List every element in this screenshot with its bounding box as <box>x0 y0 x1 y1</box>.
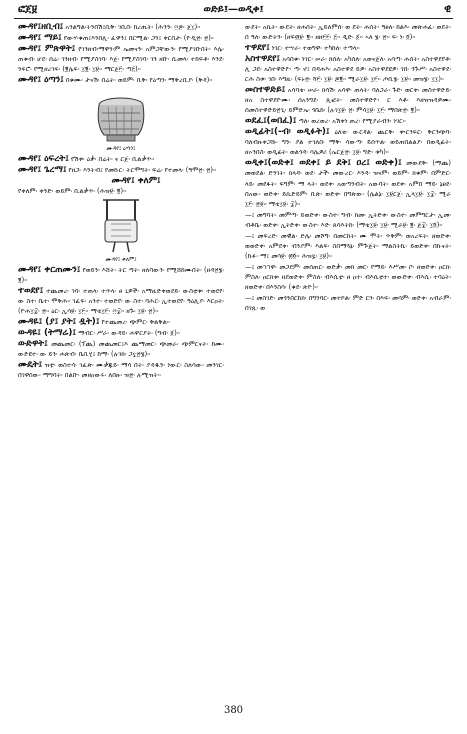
entry-headword: ሙዳየ፤ ዕጣን፤ <box>18 74 64 85</box>
entry-definition: የወይን፡ እሸት፡ ትር ጣት፡ ዘለባውን፡ የሚሸከሙበት፡ (ዘዳ፳፮፡ ፪)። <box>18 266 224 285</box>
entry-headword: ሙዳየ፤ ጌረማ፤ <box>18 164 67 175</box>
dictionary-entry <box>245 22 451 42</box>
basket-illustration <box>90 95 152 145</box>
dictionary-entry <box>18 165 224 175</box>
dictionary-entry <box>18 75 224 85</box>
dictionary-entry <box>245 262 451 293</box>
dictionary-entry <box>18 339 224 359</box>
dictionary-entry <box>18 360 224 380</box>
entry-headword: ሙዳየ፤ ማይ፤ <box>18 32 62 43</box>
entry-headword: ወዲፊት፤(-ብ፡ ወዲፉት)፤ <box>245 127 330 137</box>
dictionary-entry <box>245 231 451 262</box>
entry-definition: አንልግል፡ትንበሽ፤ቢቅ፡ ገቢበ፡ ከረጢት፡ (ሕንን፡ ፵፷፡ ጀ፲)። <box>65 23 201 31</box>
page-number: 380 <box>223 705 244 716</box>
figure-caption: ሙዳየ፤ ቀለም፤ <box>105 257 137 263</box>
entry-definition: ተጨመረ፡ ገባ፡ ተጠላ፡ ተጥላ፡ ፀ ኒዎች፡ አማዚድቀወደይ፡ ውስቲቱ፡ ተወደየ፡ ው ስተ፡ ቤተ፡ ሞቅሕ። ገፈፍ፡ አንተ፡ ተወድየ፡ ው ስተ፡ ባሕር፡ ኢተወደየ፡ ዓዕሊያ፡ እርዐት፡ (ዮሐ፲፰፡ ፳። ዕር፡ ኢሳ፱፡ ፲፫። ማቴ፲፫፡ ፵፰። ዘጉ፡ ፲፱፡ ፳)። <box>18 287 224 316</box>
header-left-label: ፎጀ፱ <box>18 4 38 15</box>
right-column <box>245 22 451 702</box>
entry-definition: —፤ መፍረድ፡ መዊል፡ ድሌ፡ መሾግ፡ በመርከት፡ ሙ ሞት፡ ጥቅም፡ ወአረፍት፡ ዘወድቀ፡ ወወድቀ፡ አምደቀ፡ ብንያም፡ እልፍ፡ ስበማጓኔ፡ ምጕጀት፡ ማልስትኬ፡ ይወድቀ፡ በኩናት፡ (ኩፉ፡ ማ፤ መሳ፱፡ ፴፬። ሕዝ፯፡ ፲፱)። <box>245 231 451 261</box>
dictionary-entry <box>18 328 224 338</box>
entry-definition: የሽቱ፡ ዕቃ፡ በሬት፡ ና ርጀ፡ ቢልቃጥ። <box>70 155 155 163</box>
entry-definition: —፤ መግባት፡ መምጣ፡ ይወድቀ፡ ውስተ፡ ግብ፡ ክመ፡ ኢትድቀ፡ ውስተ፡ መምግርታ፡ ኢመ፡ ብቶቤ፡ ወድቀ፡ ኢትድቀ፡ ውስተ፡ እድ፡ ጸሳእትከ፡ (ማቴ፲፱፡ ፲፱፡ ሚራ፱፡ ፪፡ ጀ፰፡ ፲፬)። <box>245 210 451 230</box>
entry-headword: ወደፈ፤(ወበፈ)፤ <box>245 116 297 127</box>
entry-definition: —፤ መኀኀዋ፡ መጋደም፡ መሰጠር፡ ወድቃ፡ መክ መር፡ የማይ፡ እሥመ፡ ቦ፡ ዘወድቀ፡ ዐርክ፡ ምስለ፡ ዐርክቱ፡ ዘደወድቀ፡ ምስለ፡ ብእሲቲ፡ ዘ ዐተ፡ ብእሲቲተ፡ ወውድቀ፡ ብእሲ፡ ተባዕት፡ ዘወድቀ፡ በእንስሳ፡ (ቁደ፡ ጽዮ)። <box>245 263 451 292</box>
inkpot-illustration <box>93 196 149 256</box>
entry-headword: ሙዴት፤ <box>18 359 43 370</box>
entry-definition: መጨመር፡ (ፕጨ) መጨመር፤እ ጨማመር፡ ጭመራ፡ ጭምርናት፡ ከሙ፡ ውድዩተ፡ ው ይን፡ ሐጽብ፡ ቤቢሂ፤ ከማ፡ (ሉገክ፡ ጋኗ፳፮)። <box>18 339 224 358</box>
header-title: ወድይ፤—ወዲቀ፤ <box>203 4 264 15</box>
entry-headword: ሙዳየ፤ ቀለም፤ <box>111 175 161 186</box>
entry-definition: መውደቅ፡ (ማጨ) መወደል፡ ድንገት፡ ክላዳ፡ ወደ፡ ታች፡ መውረር፡ እንዳ፡ ዝናም፡ ወይም፡ ክቁም፡ በምድር፡ ላይ፡ መደፋት፡ ፍግም፡ ማ ላት፡ ወደቀ፡ አወጣንብት፡ አውባት፡ ወደቀ፡ አምበ ማይ፡ ኔፀደ፡ በአው፡ ወድቀ፡ ይኪድይም፡ ቢጽ፡ ወድቀ፡ በግጽው፡ (ሌልኔ፡ ፲፱ርጀ፡ ኢላ፲፱፡ ፲፰፡ ሚራ ፲፫፡ ፳፱። ማቴ፲፱፡ ፰)። <box>245 159 451 209</box>
entry-definition: በቁሙ፡ ታናሽ፡ በሬት፡ ወይም፡ ቢቅ፡ የዕጣን፡ ማቅረቢያ፡ (ቅዳ)። <box>65 75 213 84</box>
header-right-label: ዊ <box>444 4 451 15</box>
entry-definition: የዘጋ፡ እንትብ፤ የመኩር፡ ትርሞግት፡ ፍሬ፡ የተመላ፡ (ዓሞ፳፡ ፳)። <box>68 165 217 174</box>
entry-definition: የገንዘብ፡ማዋን፡ም ኤመናን፡ አምጋቸውን፡ የሚያገቡበት፡ እሌ፡ ጠቁብ፡ ሆደ፡ ሰሬ፡ ገንዘብ፡ የሚያስገባ፡ እጀ፡ የሚያስገባ፡ ገን ዘቡ፡ ሲመላ፡ ተከፍቶ፡ እንደ፡ ንፍሮ፡ የሚዘረገፍ፡ (፪ሌፍ፡ ፲፪፡ ፲፱። ማርጀ፫፡ ጣ፭)። <box>18 44 224 73</box>
entry-headword: መስተዋድይ፤ <box>245 85 286 95</box>
dictionary-entry <box>245 293 451 313</box>
entry-headword: ወዲቀ፤(ወድቀ፤ ወደቀ፤ ይ ደቅ፤ ዐረ፤ ወድቀ)፤ <box>245 158 402 169</box>
entry-headword: ውዳዬ፤ (ትማሬ)፤ <box>18 328 76 338</box>
dictionary-entry <box>18 317 224 327</box>
entry-definition: አሳባቂ፡ ሠራ፡ ክሳሽ፡ አሳዋ፡ ጠላት፡ ባለጋራ፡ ጉድ፡ ወርቀ፡ መስተዋድይ፡ ዘአ ስተዋደዮሙ፡ ሰአንግደ፡ ጺፎት፡ መስተዋድዮ፡ ር እቶ፡ እዘዝዝዳዎሙ፡ ሰመስተዋድይ፳ጊ፡ ይምድኤ፡ ጎቤከ፡ (ሉገ፲፱፡ ፳፡ ምሳ፲፱፡ ፲፫፡ ማበጽ፳፡ ፪)። <box>245 86 451 115</box>
left-column <box>18 22 224 702</box>
basket-figure <box>18 87 224 145</box>
dictionary-entry <box>245 43 451 53</box>
entry-headword: አስተዋደየ፤ <box>245 53 281 64</box>
entry-definition: ውደት፡ አኪት፡ ውደት፡ ዘሐሰት፡ ኢይለምሰ፡ ወ ደት፡ ሐሰት፡ ዓፀለ፡ ከልእ፡ መጽሐፈ፡ ወደት፡ በ ዓለ፡ ውድትን፡ (ዘፍ፴፱፡ ፪። ዘዘ፫፫፡ ፭። ዲድ፡ ፩። ኣለ ፮፡ ፳። ፍ፡ ነ፡ ፬)። <box>245 23 451 42</box>
entry-headword: ሙዳየ፤ ምጽዋት፤ <box>18 43 76 54</box>
dictionary-entry <box>245 54 451 85</box>
entry-definition: ማብር፡ ሥራ፡ ውዳይ፡ ሐዋርያት፡ (ግብ፡ ፩)። <box>78 329 180 337</box>
entry-headword: ተወደየ፤ <box>18 286 44 296</box>
dictionary-entry <box>245 127 451 158</box>
figure-caption: ሙዳየ፤ ዕጣን፤ <box>106 146 136 152</box>
entry-definition: ነገር፡ ተሣራ፡ ተወግዋ፡ ተካከለ፡ ተጣላ። <box>271 44 360 52</box>
entry-definition: ዝቲ፡ ወስተሳ፡ ገፈጽ፡ ሙቃጁይ፡ ማሳ በት፡ ያዳዱን፡ ነውር፡ ስለሳው፡ መንገር፡ በገዋሰው፡ ማግባት፡ በልቡ፡ መዘዐውሩ፡ ለበዙ፡ ዝ፳፡ ሉሚዝት። <box>18 360 224 379</box>
entry-definition: ዕለቂ፡ ውርዳል፡ ጨርቅ፡ ቍርንፍር፡ ቅርንጭባ፡ ባለብዙቀጋሹ፡ ግን፡ ያል ተገለበ፡ ማቅ፡ ሳውጣ፡ ይሰጥል፡ ወይጠበልልያ፡ በወዲፊት፡ ዘኦንበስ፡ ወዲፊት፡ ወልጎዳ፡ ሳሌዎሪ (ኤርጀ፳፡ ፲፱፡ ግድ፡ ቱካ)። <box>245 128 451 157</box>
running-header <box>14 4 453 19</box>
entry-definition: የቀለም፡ ቀንድ፡ ወይም፡ ቢልቃጥ፡ (ሕዝ፱፡ ፪)። <box>18 186 127 195</box>
dictionary-entry <box>18 154 224 164</box>
entry-definition: ጣለ፡ ወረወረ፡ አሽቀነ ጠረ፡ የሚያራብን፡ ነገር። <box>298 117 406 126</box>
entry-headword: ሙዳየ፤ ቀርጠሙን፤ <box>18 265 81 275</box>
dictionary-entry <box>18 286 224 317</box>
dictionary-entry <box>18 44 224 75</box>
inkpot-figure <box>18 198 224 256</box>
dictionary-entry <box>245 158 451 209</box>
entry-definition: አሳበቁ፡ ነገር፡ ሠራ፡ ክሰለ፡ አካሰለ፡ አወናጀለ፡ አሳጣ፡ ሐሰት፡ አስተዋደየቶ፡ ሊ ጋደ፡ አስተዋድዮ፡ ጣ፡ ኖ፤ በዳሐእ፡ አስተዋደ ይዎ፡ አስተዋደዩዎ፡ ገበ፡ ንጉሥ፡ አስተዋደ፡ ርሕ ስቱ፡ ገበ፡ እግዚ፡ (ፍኑ፳፡ ሻ፫፡ ፲፱፡ ፷፪። ሚራ፲፱፡ ፲፫። ጦቢ፮፡ ፲፱። መዝ፮፡ ፲፲)። <box>245 54 451 84</box>
dictionary-entry <box>18 176 224 196</box>
dictionary-entry <box>18 265 224 285</box>
dictionary-entry <box>245 210 451 230</box>
entry-headword: ሙዳዬ፤ (ያ፤ ያት፤ ዷት)፤ <box>18 317 100 328</box>
entry-definition: የተጨመረ፡ ጭምር፡ ቅልቅል። <box>101 318 170 327</box>
entry-definition: —፤ መስገድ፡ መጎንበርከክ፡ በግንባር፡ መተኮል፡ ምድ ርን፡ በእፍ፡ መሳም፡ ወድቀ፡ አብራም፡ በገጹ፡ ወ <box>245 294 451 313</box>
entry-headword: ሙዳየ፤ ዕፍረት፤ <box>18 154 69 164</box>
entry-headword: ተዋደየ፤ <box>245 43 270 53</box>
dictionary-entry <box>245 85 451 116</box>
dictionary-entry <box>245 116 451 126</box>
entry-headword: ውድዋት፤ <box>18 338 48 349</box>
dictionary-entry <box>18 22 224 32</box>
entry-headword: ሙዳየ፤ዘቢብ፤ <box>18 22 64 32</box>
entry-definition: የውሃ፡ቁጠ፤እንበሊ፡ ፈዋን፤ በርሚል፡ ጋን፤ ቀርበታ፡ (ዮዲ፳፡ ፳)። <box>63 33 214 42</box>
dictionary-entry <box>18 33 224 43</box>
